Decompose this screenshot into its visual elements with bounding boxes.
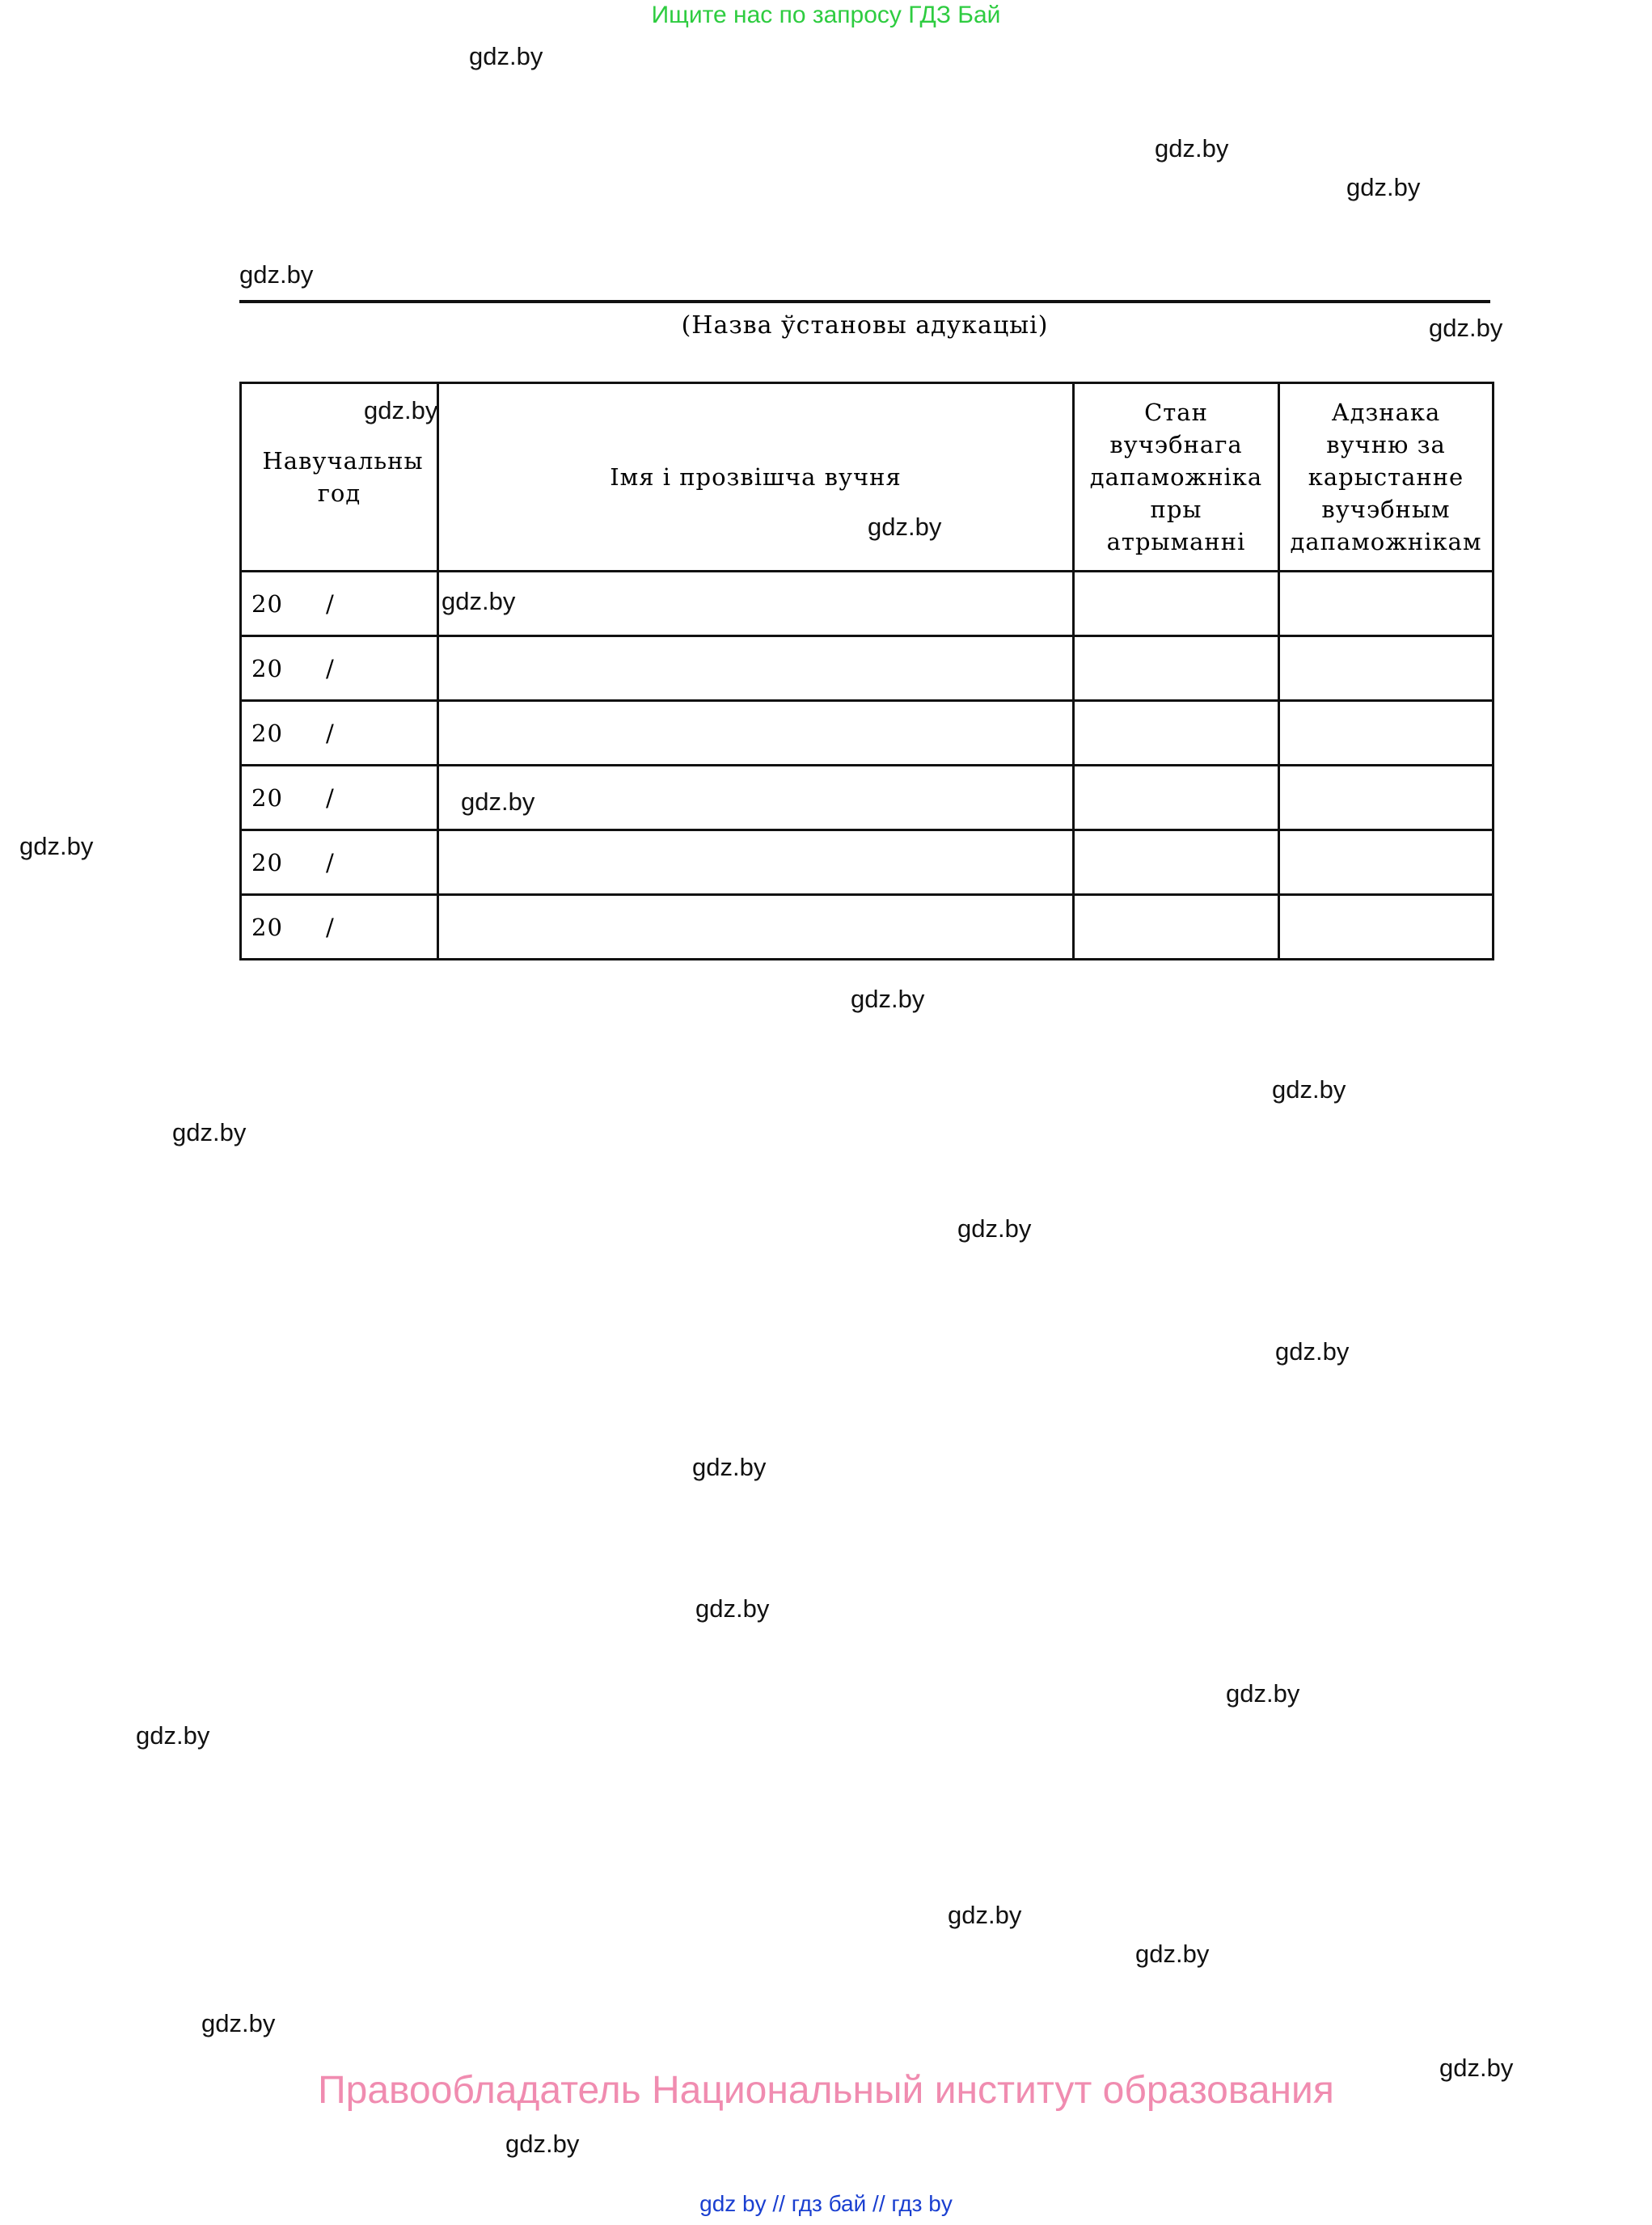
year-cell: 20 / <box>241 572 438 636</box>
condition-cell <box>1074 830 1279 895</box>
watermark: gdz.by <box>136 1721 210 1750</box>
condition-cell <box>1074 636 1279 701</box>
watermark: gdz.by <box>461 787 535 816</box>
watermark: gdz.by <box>851 985 925 1013</box>
watermark: gdz.by <box>957 1214 1032 1243</box>
institution-caption: (Назва ўстановы адукацыі) <box>681 311 1049 340</box>
textbook-register-table <box>239 382 1494 961</box>
watermark: gdz.by <box>364 396 438 424</box>
grade-cell <box>1279 895 1494 960</box>
watermark: gdz.by <box>1429 314 1503 342</box>
year-cell: 20 / <box>241 636 438 701</box>
watermark: gdz.by <box>1155 134 1229 163</box>
year-cell: 20 / <box>241 830 438 895</box>
table-row <box>241 766 1494 830</box>
watermark: gdz.by <box>172 1118 247 1146</box>
watermark: gdz.by <box>948 1901 1022 1929</box>
name-cell <box>438 701 1074 766</box>
header-condition: Стан вучэбнага дапаможніка пры атрыманні <box>1074 383 1279 572</box>
top-banner: Ищите нас по запросу ГДЗ Бай <box>651 2 1001 28</box>
watermark: gdz.by <box>505 2130 580 2158</box>
grade-cell <box>1279 572 1494 636</box>
watermark: gdz.by <box>201 2009 276 2037</box>
condition-cell <box>1074 895 1279 960</box>
table-row <box>241 895 1494 960</box>
watermark: gdz.by <box>692 1453 767 1481</box>
watermark: gdz.by <box>442 587 516 615</box>
name-cell <box>438 830 1074 895</box>
watermark: gdz.by <box>1439 2054 1514 2082</box>
name-cell <box>438 572 1074 636</box>
watermark: gdz.by <box>239 260 314 289</box>
institution-line <box>239 300 1490 303</box>
header-school-year: Навучальны год <box>241 383 438 572</box>
year-cell: 20 / <box>241 895 438 960</box>
copyright-holder-note: Правообладатель Национальный институт образования <box>318 2069 1334 2112</box>
watermark: gdz.by <box>695 1594 770 1623</box>
table-row <box>241 830 1494 895</box>
watermark: gdz.by <box>1226 1679 1300 1708</box>
table-row <box>241 701 1494 766</box>
table-row <box>241 572 1494 636</box>
year-cell: 20 / <box>241 701 438 766</box>
grade-cell <box>1279 701 1494 766</box>
watermark: gdz.by <box>1272 1075 1346 1104</box>
name-cell <box>438 636 1074 701</box>
watermark: gdz.by <box>469 42 543 70</box>
condition-cell <box>1074 572 1279 636</box>
watermark: gdz.by <box>1346 173 1421 201</box>
header-grade: Адзнака вучню за карыстанне вучэбным дапаможнікам <box>1279 383 1494 572</box>
header-student-name: Імя і прозвішча вучня <box>438 383 1074 572</box>
condition-cell <box>1074 701 1279 766</box>
year-cell: 20 / <box>241 766 438 830</box>
grade-cell <box>1279 636 1494 701</box>
watermark: gdz.by <box>19 832 94 860</box>
table-row <box>241 636 1494 701</box>
watermark: gdz.by <box>868 513 942 541</box>
grade-cell <box>1279 766 1494 830</box>
name-cell <box>438 895 1074 960</box>
watermark: gdz.by <box>1135 1940 1210 1968</box>
site-links[interactable]: gdz by // гдз бай // гдз by <box>699 2191 953 2216</box>
grade-cell <box>1279 830 1494 895</box>
condition-cell <box>1074 766 1279 830</box>
watermark: gdz.by <box>1275 1337 1350 1366</box>
